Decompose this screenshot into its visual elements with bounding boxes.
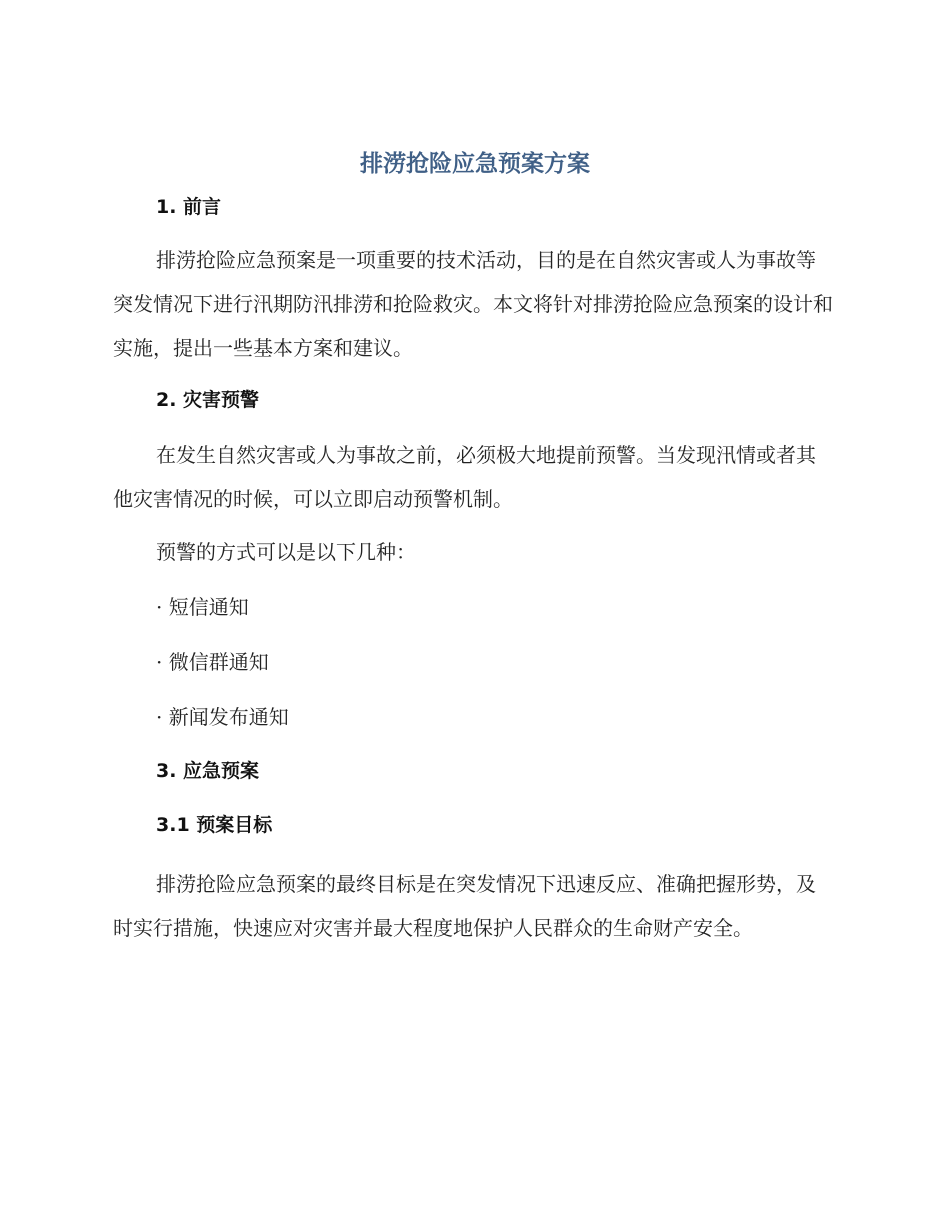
list-item-news-release: · 新闻发布通知 <box>156 705 289 729</box>
section-heading-emergency-plan: 3. 应急预案 <box>156 760 260 782</box>
plan-goals-paragraph: 排涝抢险应急预案的最终目标是在突发情况下迅速反应、准确把握形势，及时实行措施，快速应对灾害并最大程度地保护人民群众的生命财产安全。 <box>113 872 816 940</box>
list-item-sms: · 短信通知 <box>156 595 249 619</box>
warning-paragraph: 在发生自然灾害或人为事故之前，必须极大地提前预警。当发现汛情或者其他灾害情况的时候，可以立即启动预警机制。 <box>113 443 816 511</box>
subsection-heading-plan-goals: 3.1 预案目标 <box>156 814 273 836</box>
section-heading-preface: 1. 前言 <box>156 196 222 218</box>
warning-list-intro: 预警的方式可以是以下几种： <box>156 540 416 564</box>
list-item-wechat-group: · 微信群通知 <box>156 650 269 674</box>
document-title: 排涝抢险应急预案方案 <box>360 151 590 177</box>
preface-paragraph: 排涝抢险应急预案是一项重要的技术活动，目的是在自然灾害或人为事故等突发情况下进行汛期防汛排涝和抢险救灾。本文将针对排涝抢险应急预案的设计和实施，提出一些基本方案和建议。 <box>113 248 833 360</box>
section-heading-warning: 2. 灾害预警 <box>156 389 260 411</box>
